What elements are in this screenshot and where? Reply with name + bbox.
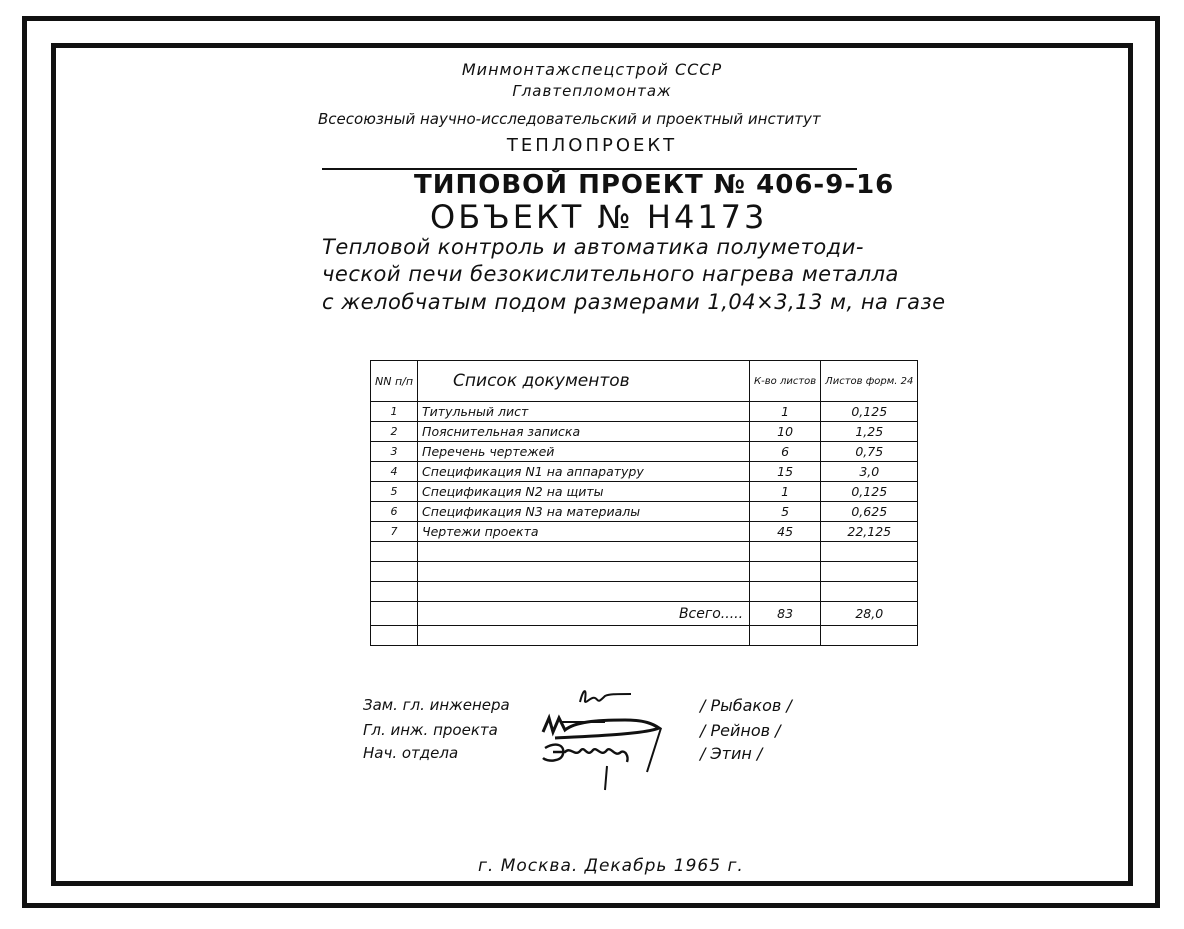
table-row xyxy=(371,502,918,522)
row-count: 15 xyxy=(750,462,821,482)
table-row xyxy=(371,402,918,422)
row-count: 10 xyxy=(750,422,821,442)
institute-name: Всесоюзный научно-исследовательский и проектный институт xyxy=(318,110,821,128)
total-count: 83 xyxy=(750,602,821,626)
project-description-line: ческой печи безокислительного нагрева металла xyxy=(322,262,899,286)
row-num: 6 xyxy=(371,502,418,522)
header-num: NN п/п xyxy=(371,361,418,402)
header-format: Листов форм. 24 xyxy=(821,361,918,402)
table-row-empty xyxy=(371,542,918,562)
org-name: ТЕПЛОПРОЕКТ xyxy=(506,135,678,156)
row-name: Спецификация N1 на аппаратуру xyxy=(418,462,750,482)
header-name: Список документов xyxy=(418,361,750,402)
signature-role: Зам. гл. инженера xyxy=(363,696,510,714)
row-format: 0,125 xyxy=(821,482,918,502)
row-format: 22,125 xyxy=(821,522,918,542)
row-format: 0,125 xyxy=(821,402,918,422)
signature-role: Гл. инж. проекта xyxy=(363,721,498,739)
signature-name: / Рыбаков / xyxy=(700,696,792,715)
row-num: 4 xyxy=(371,462,418,482)
row-format: 1,25 xyxy=(821,422,918,442)
row-format: 0,75 xyxy=(821,442,918,462)
project-description-line: Тепловой контроль и автоматика полуметоди- xyxy=(322,235,864,259)
table-row xyxy=(371,442,918,462)
row-format: 3,0 xyxy=(821,462,918,482)
row-name: Перечень чертежей xyxy=(418,442,750,462)
row-num: 7 xyxy=(371,522,418,542)
row-name: Титульный лист xyxy=(418,402,750,422)
row-count: 1 xyxy=(750,482,821,502)
row-count: 5 xyxy=(750,502,821,522)
signature-name: / Этин / xyxy=(700,744,763,763)
row-name: Чертежи проекта xyxy=(418,522,750,542)
row-count: 1 xyxy=(750,402,821,422)
total-label: Всего..... xyxy=(418,602,750,626)
row-num: 5 xyxy=(371,482,418,502)
row-name: Спецификация N2 на щиты xyxy=(418,482,750,502)
row-num: 3 xyxy=(371,442,418,462)
row-count: 45 xyxy=(750,522,821,542)
footer-place-date: г. Москва. Декабрь 1965 г. xyxy=(478,856,744,876)
row-name: Пояснительная записка xyxy=(418,422,750,442)
total-format: 28,0 xyxy=(821,602,918,626)
signature-role: Нач. отдела xyxy=(363,744,459,762)
table-row xyxy=(371,482,918,502)
glav-name: Главтепломонтаж xyxy=(512,82,672,100)
row-count: 6 xyxy=(750,442,821,462)
table-row-empty xyxy=(371,626,918,646)
object-number: ОБЪЕКТ № Н4173 xyxy=(430,198,768,236)
row-num: 1 xyxy=(371,402,418,422)
table-row xyxy=(371,422,918,442)
table-row-empty xyxy=(371,582,918,602)
row-name: Спецификация N3 на материалы xyxy=(418,502,750,522)
table-row xyxy=(371,462,918,482)
table-header-row xyxy=(371,361,918,402)
documents-table xyxy=(370,360,918,646)
project-title: ТИПОВОЙ ПРОЕКТ № 406-9-16 xyxy=(414,170,895,200)
row-format: 0,625 xyxy=(821,502,918,522)
handwritten-signatures xyxy=(535,682,670,792)
table-total-row xyxy=(371,602,918,626)
project-description-line: с желобчатым подом размерами 1,04×3,13 м, на газе xyxy=(322,290,946,314)
header-count: К-во листов xyxy=(750,361,821,402)
ministry-name: Минмонтажспецстрой СССР xyxy=(461,60,723,79)
table-row xyxy=(371,522,918,542)
signature-name: / Рейнов / xyxy=(700,721,781,740)
row-num: 2 xyxy=(371,422,418,442)
table-row-empty xyxy=(371,562,918,582)
